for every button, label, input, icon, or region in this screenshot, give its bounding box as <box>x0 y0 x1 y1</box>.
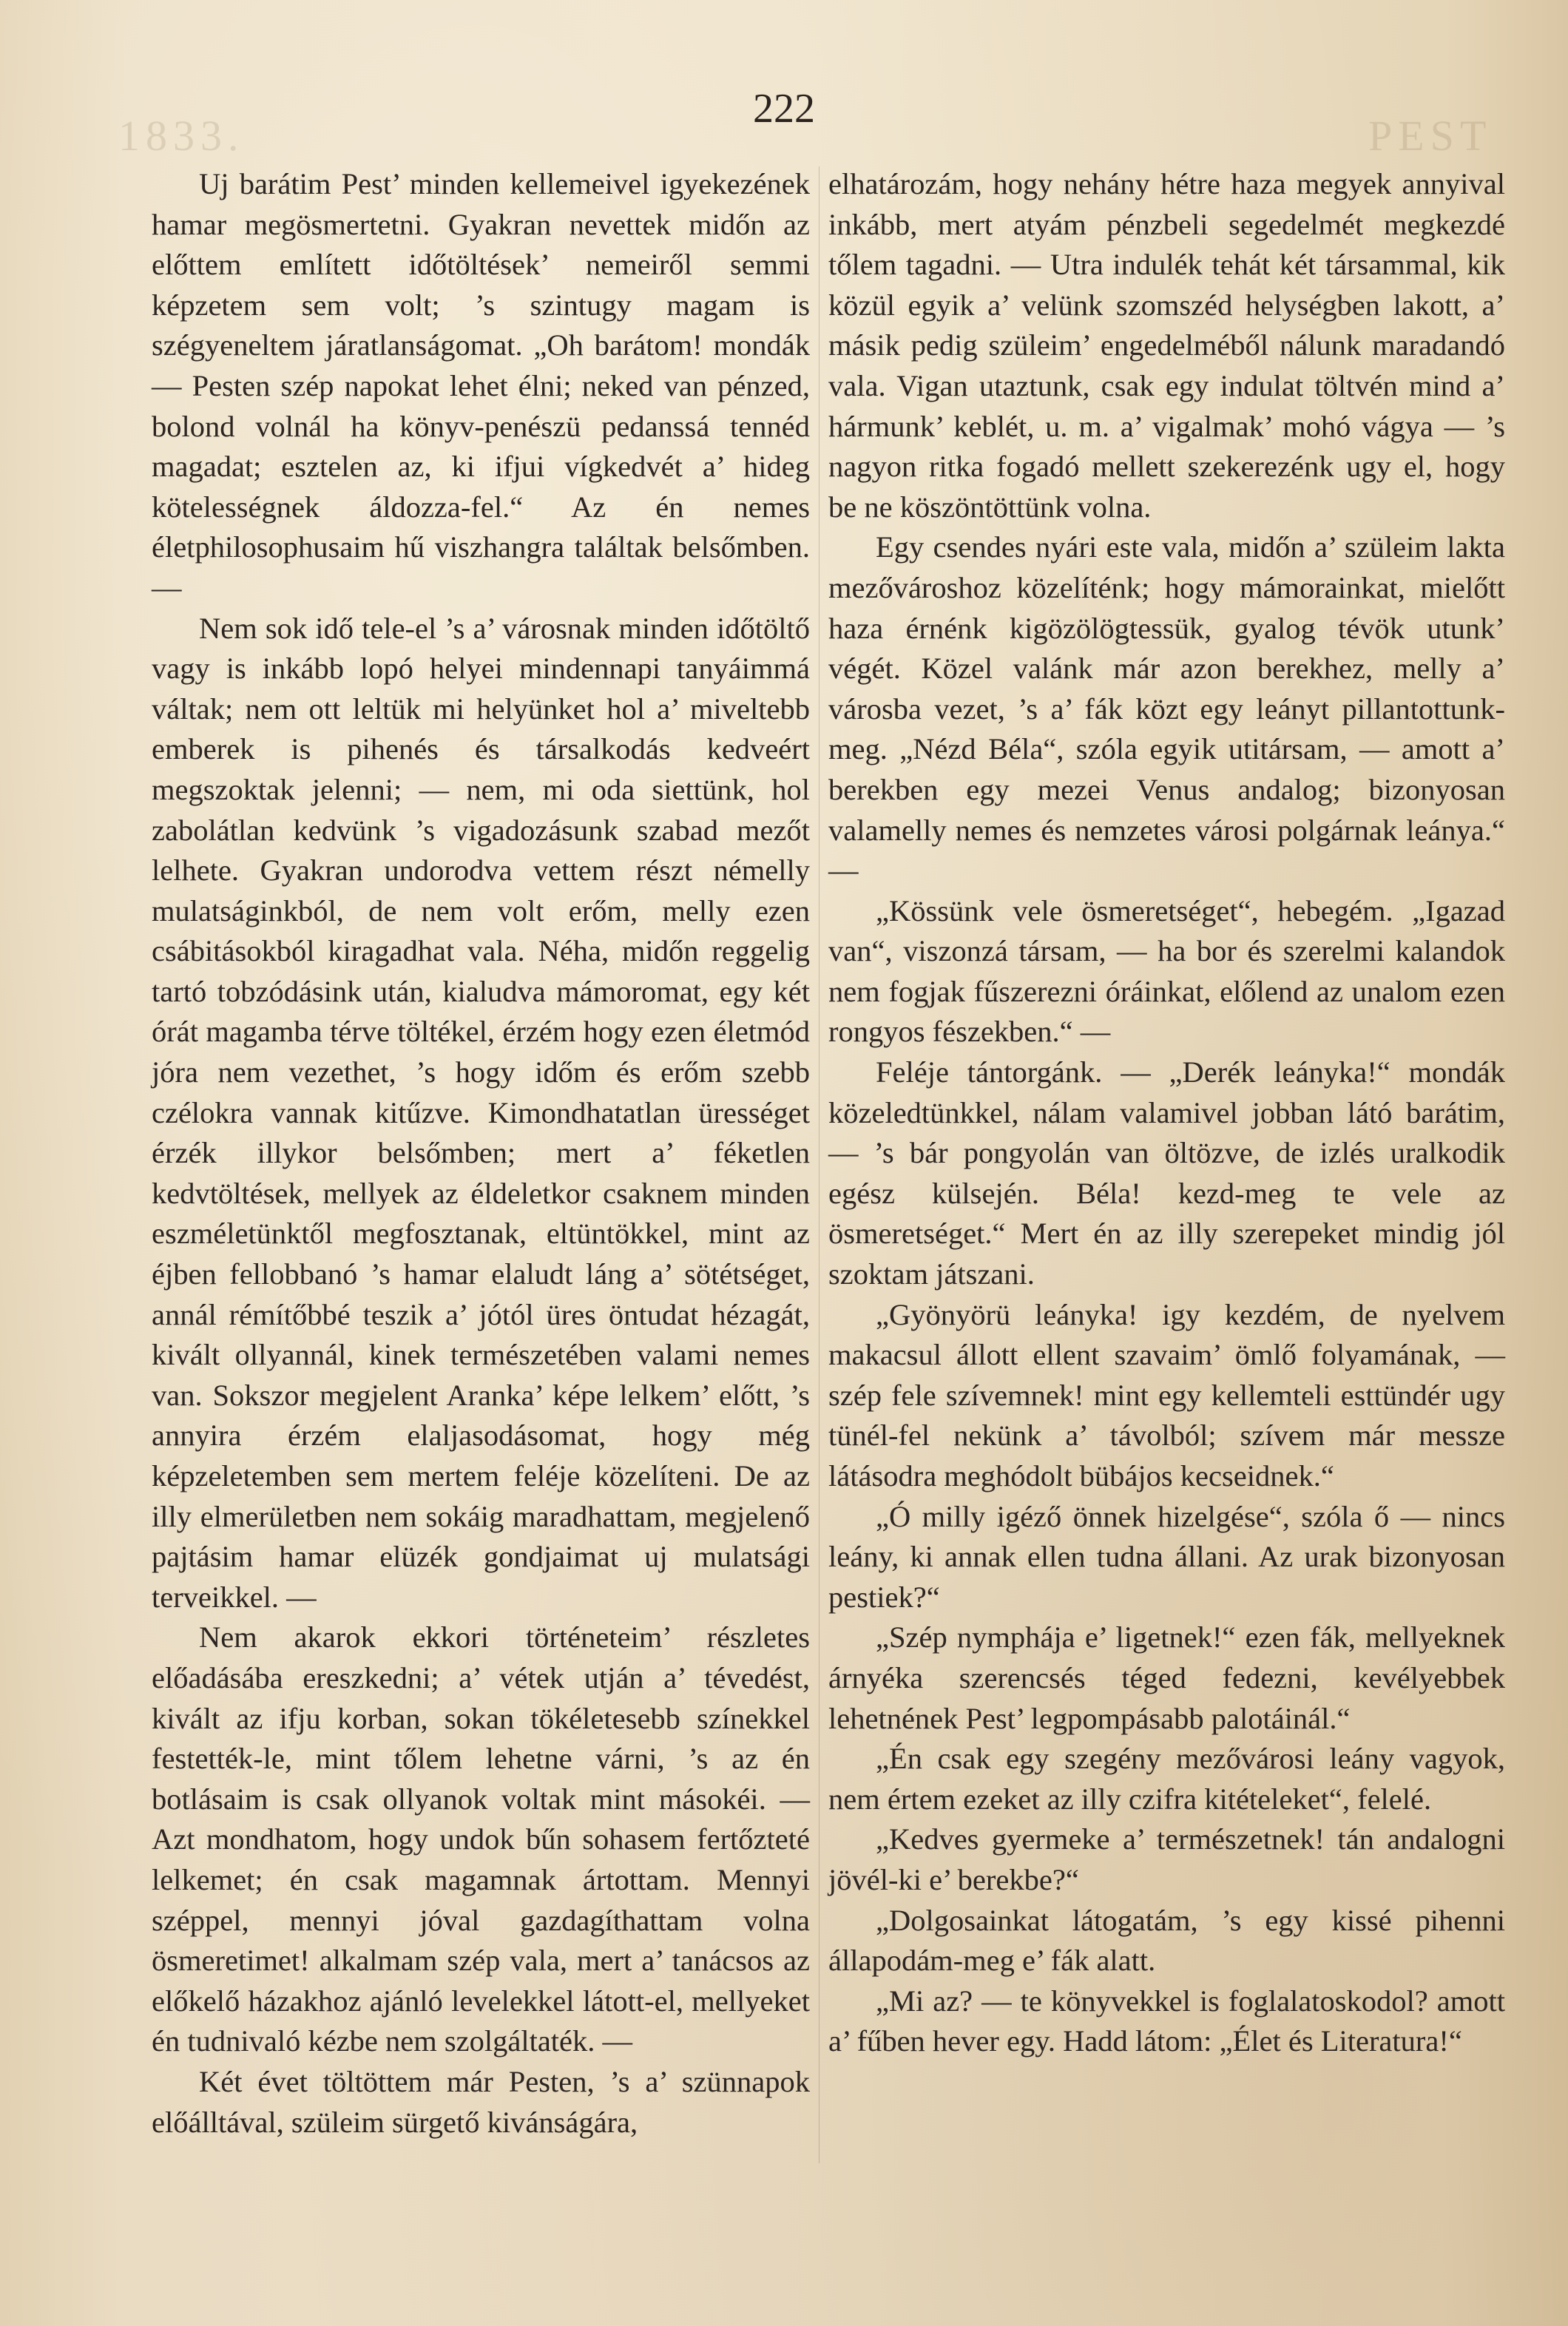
left-column <box>152 164 810 2143</box>
column-gutter <box>819 166 820 2163</box>
right-paragraph-5: „Gyönyörü leányka! igy kezdém, de nyelvem makacsul állott ellent szavaim’ ömlő folyamának, — szép fele szívemnek! mint egy kellemteli esttündér ugy tünél-fel nekünk a’ távolból; szívem már messze látásodra meghódolt bübájos kecseidnek.“ <box>828 1297 1505 1492</box>
right-paragraph-11: „Mi az? — te könyvekkel is foglalatoskodol? amott a’ fűben hever egy. Hadd látom: „Élet és Literatura!“ <box>828 1984 1505 2058</box>
left-paragraph-4: Két évet töltöttem már Pesten, ’s a’ szünnapok előálltával, szüleim sürgető kivánságára, <box>152 2064 810 2139</box>
right-paragraph-2: Egy csendes nyári este vala, midőn a’ szüleim lakta mezővároshoz közelíténk; hogy mámorainkat, mielőtt haza érnénk kigözölögtessük, gyalog tévök utunk’ végét. Közel valánk már azon berekhez, melly a’ városba vezet, ’s a’ fák közt egy leányt pillantottunk-meg. „Nézd Béla“, szóla egyik utitársam, — amott a’ berekben egy mezei Venus andalog; bizonyosan valamelly nemes és nemzetes városi polgárnak leánya.“ — <box>828 530 1505 888</box>
page-number: 222 <box>753 86 815 132</box>
right-paragraph-7: „Szép nymphája e’ ligetnek!“ ezen fák, mellyeknek árnyéka szerencsés téged fedezni, kevélyebbek lehetnének Pest’ legpompásabb palotáinál.“ <box>828 1620 1505 1735</box>
right-column <box>828 164 1505 2062</box>
right-paragraph-6: „Ó milly igéző önnek hizelgése“, szóla ő — nincs leány, ki annak ellen tudna állani. Az urak bizonyosan pestiek?“ <box>828 1499 1505 1614</box>
right-paragraph-4: Feléje tántorgánk. — „Derék leányka!“ mondák közeledtünkkel, nálam valamivel jobban látó barátim, — ’s bár pongyolán van öltözve, de izlés uralkodik egész külsején. Béla! kezd-meg te vele az ösmeretséget.“ Mert én az illy szerepeket mindig jól szoktam játszani. <box>828 1055 1505 1291</box>
left-paragraph-3: Nem akarok ekkori történeteim’ részletes előadásába ereszkedni; a’ vétek utján a’ tévedést, kivált az ifju korban, sokan tökéletesebb színekkel festették-le, mint tőlem lehetne várni, ’s az én botlásaim is csak ollyanok voltak mint másokéi. — Azt mondhatom, hogy undok bűn sohasem fertőzteté lelkemet; én csak magamnak ártottam. Mennyi széppel, mennyi jóval gazdagíthattam volna ösmeretimet! alkalmam szép vala, mert a’ tanácsos az előkelő házakhoz ajánló levelekkel látott-el, mellyeket én tudnivaló kézbe nem szolgáltaték. — <box>152 1620 810 2058</box>
left-paragraph-1: Uj barátim Pest’ minden kellemeivel igyekezének hamar megösmertetni. Gyakran nevettek midőn az előttem említett időtöltések’ nemeiről semmi képzetem sem volt; ’s szintugy magam is szégyeneltem járatlanságomat. „Oh barátom! mondák — Pesten szép napokat lehet élni; neked van pénzed, bolond volnál ha könyv-penészü pedanssá tennéd magadat; esztelen az, ki ifjui vígkedvét a’ hideg kötelességnek áldozza-fel.“ Az én nemes életphilosophusaim hű viszhangra találtak belsőmben. — <box>152 167 810 604</box>
right-paragraph-1: elhatározám, hogy nehány hétre haza megyek annyival inkább, mert atyám pénzbeli segedelmét megkezdé tőlem tagadni. — Utra indulék tehát két társammal, kik közül egyik a’ velünk szomszéd helységben lakott, a’ másik pedig szüleim’ engedelméből nálunk maradandó vala. Vigan utaztunk, csak egy indulat töltvén mind a’ hármunk’ keblét, u. m. a’ vigalmak’ mohó vágya — ’s nagyon ritka fogadó mellett szekerezénk ugy el, hogy be ne köszöntöttünk volna. <box>828 167 1505 524</box>
right-paragraph-10: „Dolgosainkat látogatám, ’s egy kissé pihenni állapodám-meg e’ fák alatt. <box>828 1903 1505 1978</box>
right-paragraph-8: „Én csak egy szegény mezővárosi leány vagyok, nem értem ezeket az illy czifra kitételeket“, felelé. <box>828 1742 1505 1816</box>
right-paragraph-9: „Kedves gyermeke a’ természetnek! tán andalogni jövél-ki e’ berekbe?“ <box>828 1822 1505 1896</box>
bleed-through-text-left: 1833. <box>118 112 245 160</box>
right-paragraph-3: „Kössünk vele ösmeretséget“, hebegém. „Igazad van“, viszonzá társam, — ha bor és szerelmi kalandok nem fogjak fűszerezni óráinkat, előlend az unalom ezen rongyos fészekben.“ — <box>828 893 1505 1049</box>
bleed-through-text-right: PEST <box>1368 112 1493 160</box>
left-paragraph-2: Nem sok idő tele-el ’s a’ városnak minden időtöltő vagy is inkább lopó helyei mindennapi tanyáimmá váltak; nem ott leltük mi helyünket hol a’ miveltebb emberek is pihenés és társalkodás kedveért megszoktak jelenni; — nem, mi oda siettünk, hol zabolátlan kedvünk ’s vigadozásunk szabad mezőt lelhete. Gyakran undorodva vettem részt némelly mulatságinkból, de nem volt erőm, melly ezen csábitásokból kiragadhat vala. Néha, midőn reggelig tartó tobzódásink után, kialudva mámoromat, egy két órát magamba térve töltékel, érzém hogy ezen életmód jóra nem vezethet, ’s hogy időm és erőm szebb czélokra vannak kitűzve. Kimondhatatlan ürességet érzék illykor belsőmben; mert a’ féketlen kedvtöltések, mellyek az éldeletkor csaknem minden eszméletünktől megfosztanak, eltüntökkel, mint az éjben fellobbanó ’s hamar elaludt láng a’ sötétséget, annál rémítőbbé teszik a’ jótól üres öntudat hézagát, kivált ollyannál, kinek természetében valami nemes van. Sokszor megjelent Aranka’ képe lelkem’ előtt, ’s annyira érzém elaljasodásomat, hogy még képzeletemben sem mertem feléje közelíteni. De az illy elmerületben nem sokáig maradhattam, megjelenő pajtásim hamar elüzék gondjaimat uj mulatsági terveikkel. — <box>152 611 810 1614</box>
